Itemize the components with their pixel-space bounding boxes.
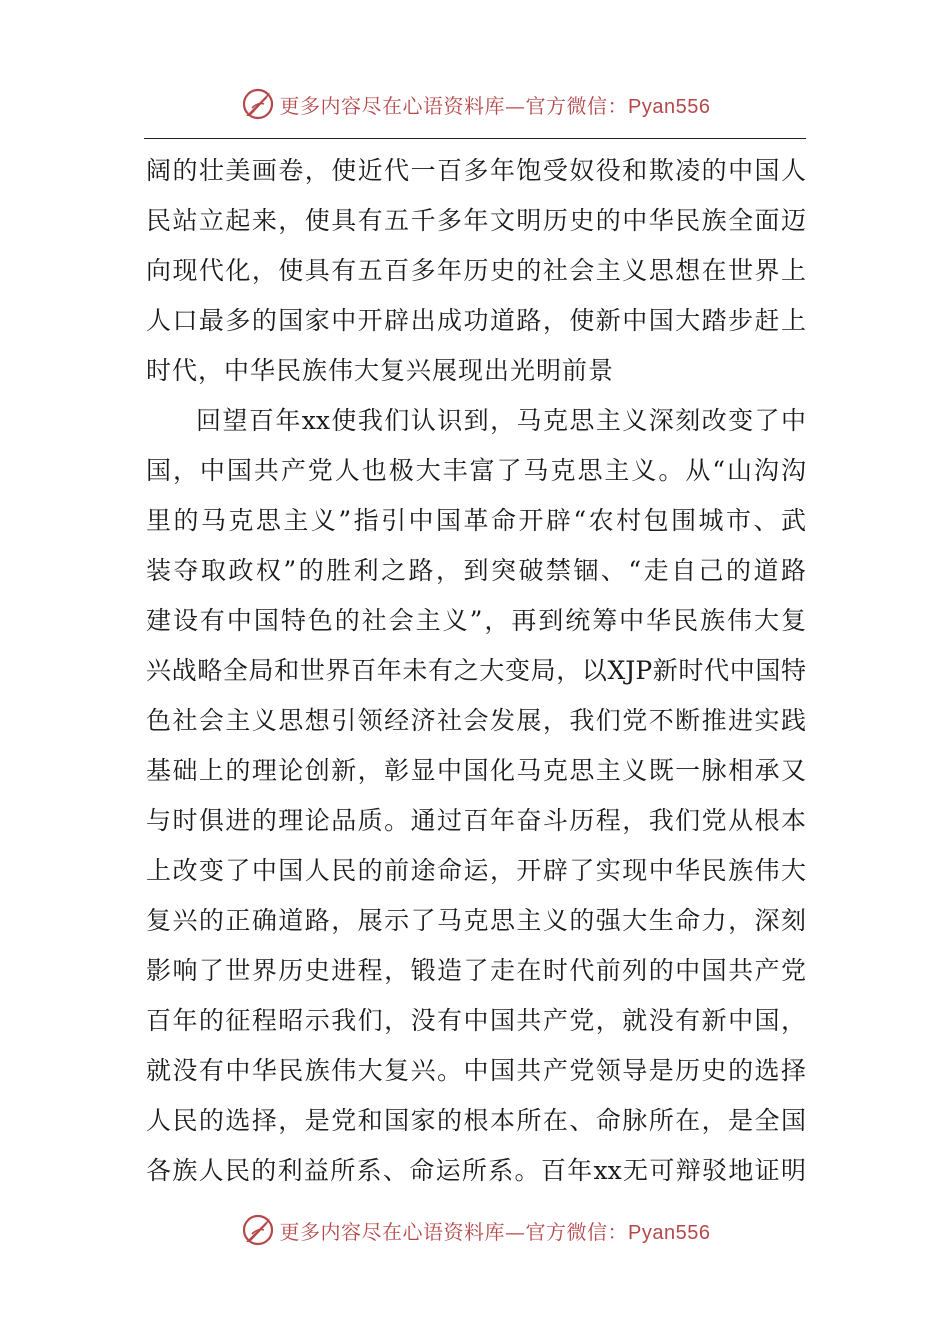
pen-logo-icon bbox=[240, 1212, 276, 1248]
text-line: 各族人民的利益所系、命运所系。百年xx无可辩驳地证明 bbox=[146, 1156, 806, 1185]
header-wechat-id: Pyan556 bbox=[628, 95, 711, 118]
text-line: 上改变了中国人民的前途命运，开辟了实现中华民族伟大 bbox=[146, 856, 806, 885]
page-footer bbox=[0, 1210, 950, 1250]
text-line: 阔的壮美画卷，使近代一百多年饱受奴役和欺凌的中国人 bbox=[146, 156, 806, 185]
text-line: 向现代化，使具有五百多年历史的社会主义思想在世界上 bbox=[146, 256, 806, 285]
text-line: 色社会主义思想引领经济社会发展，我们党不断推进实践 bbox=[146, 706, 806, 735]
header-banner-text: 更多内容尽在心语资料库—官方微信：Pyan556 bbox=[279, 93, 711, 118]
text-line: 人民的选择，是党和国家的根本所在、命脉所在，是全国 bbox=[146, 1106, 806, 1135]
text-line: 就没有中华民族伟大复兴。中国共产党领导是历史的选择 bbox=[146, 1056, 806, 1085]
text-line: 民站立起来，使具有五千多年文明历史的中华民族全面迈 bbox=[146, 206, 806, 235]
text-line: 基础上的理论创新，彰显中国化马克思主义既一脉相承又 bbox=[146, 756, 806, 785]
text-line: 复兴的正确道路，展示了马克思主义的强大生命力，深刻 bbox=[146, 906, 806, 935]
footer-wechat-id: Pyan556 bbox=[628, 1221, 711, 1244]
text-line: 装夺取政权”的胜利之路，到突破禁锢、“走自己的道路 bbox=[146, 556, 806, 585]
header-divider bbox=[144, 138, 806, 139]
document-body bbox=[146, 146, 806, 1196]
text-line: 国，中国共产党人也极大丰富了马克思主义。从“山沟沟 bbox=[146, 456, 806, 485]
text-line: 人口最多的国家中开辟出成功道路，使新中国大踏步赶上 bbox=[146, 306, 806, 335]
page-header bbox=[0, 84, 950, 124]
text-line: 与时俱进的理论品质。通过百年奋斗历程，我们党从根本 bbox=[146, 806, 806, 835]
text-line: 兴战略全局和世界百年未有之大变局，以XJP新时代中国特 bbox=[146, 656, 806, 685]
text-line: 影响了世界历史进程，锻造了走在时代前列的中国共产党 bbox=[146, 956, 806, 985]
text-line: 里的马克思主义”指引中国革命开辟“农村包围城市、武 bbox=[146, 506, 806, 535]
pen-logo-icon bbox=[240, 86, 276, 122]
text-line: 回望百年xx使我们认识到，马克思主义深刻改变了中 bbox=[196, 406, 806, 435]
text-line: 建设有中国特色的社会主义”，再到统筹中华民族伟大复 bbox=[146, 606, 806, 635]
text-line: 百年的征程昭示我们，没有中国共产党，就没有新中国， bbox=[146, 1006, 806, 1035]
footer-banner-text: 更多内容尽在心语资料库—官方微信：Pyan556 bbox=[279, 1219, 711, 1244]
text-line: 时代，中华民族伟大复兴展现出光明前景 bbox=[146, 356, 615, 385]
